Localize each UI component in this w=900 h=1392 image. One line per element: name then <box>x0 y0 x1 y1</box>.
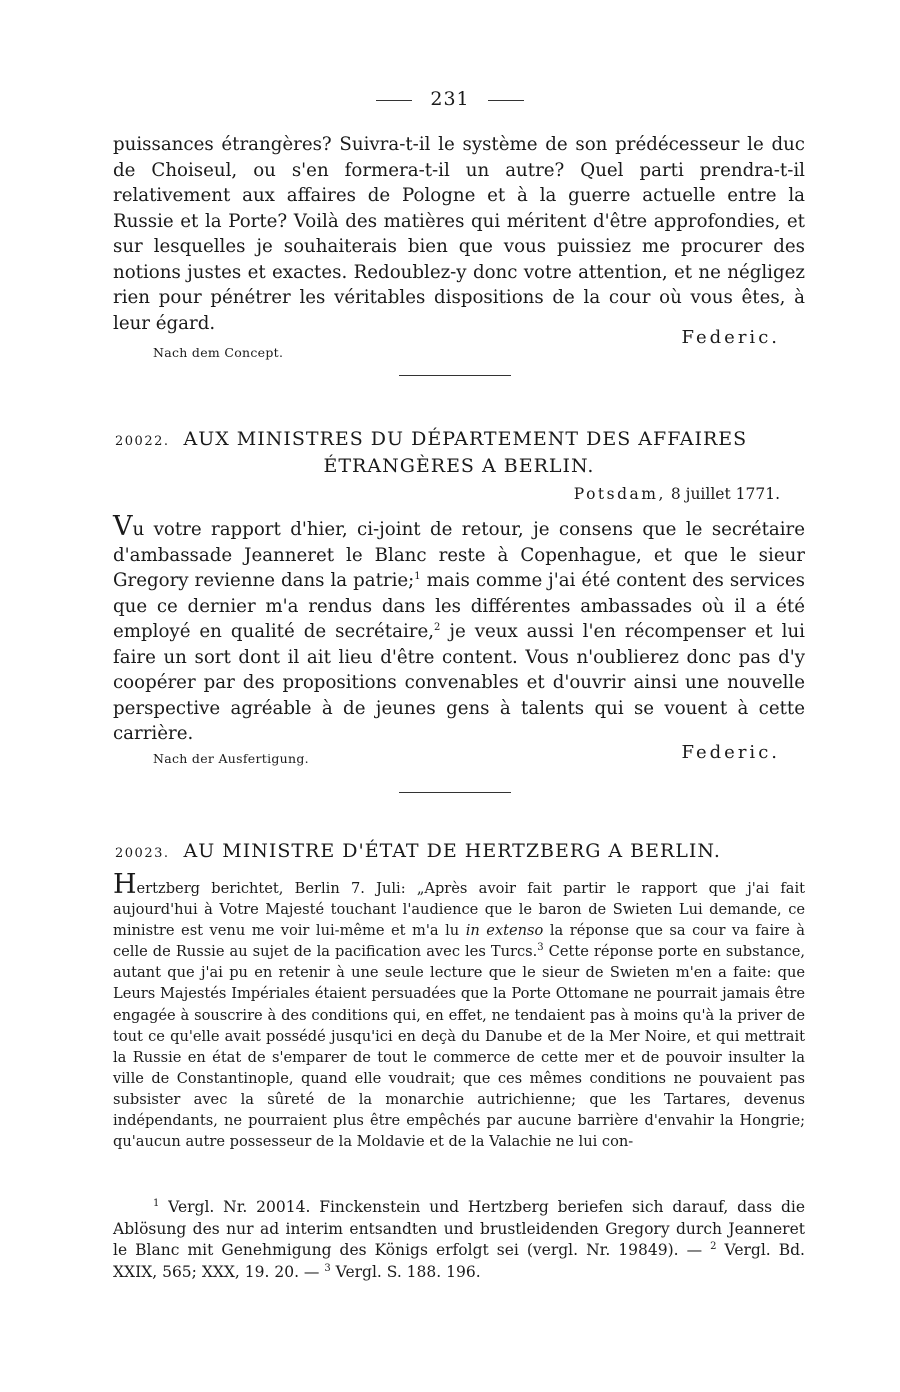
doc-20023-text-c: Cette réponse porte en substance, autant que j'ai pu en retenir à une seule lecture que le sieur de Swieten m'en a faite: que Leurs Majestés Impériales étaient persuadées que la Porte Ottomane ne pourrait jamais être engagée à souscrire à des conditions qui, en effet, ne tendaient pas à moins qu'à la priver de tout ce qu'elle avait possédé jusqu'ici en deçà du Danube et de la Mer Noire, et qui mettrait la Russie en état de s'emparer de tout le commerce de cette mer et de pouvoir insulter la ville de Constantinople, quand elle voudrait; que ces mêmes conditions ne pouvaient pas subsister avec la sûreté de la monarchie autrichienne; que les Tartares, devenus indépendants, ne pourraient plus être empêchés par aucune barrière d'envahir la Hongrie; qu'aucun autre possesseur de la Moldavie et de la Valachie ne lui con- <box>113 943 805 1151</box>
footnote-3-mark: 3 <box>324 1262 331 1274</box>
page-header <box>0 88 900 110</box>
doc-20022-signature: Federic. <box>681 742 780 763</box>
doc-20022-number: 20022. <box>115 434 170 449</box>
doc-20022-title <box>113 427 805 479</box>
doc-20022-text-b: mais comme j'ai été content des services que ce dernier m'a rendus dans les différentes ambassades où il a été employé en qualité de secrétaire, <box>113 570 805 642</box>
doc-20023-text-a: ertzberg berichtet, Berlin 7. Juli: „Après avoir fait partir le rapport que j'ai fait aujourd'hui à Votre Majesté touchant l'audience que le baron de Swieten Lui demande, ce ministre est venu me voir lui-même et m'a lu <box>113 880 805 940</box>
section-divider <box>399 375 511 376</box>
doc-20022-body <box>113 513 805 747</box>
footnote-2-text: Vergl. Bd. XXIX, 565; XXX, 19. 20. — <box>113 1241 805 1281</box>
footnote-ref-2: 2 <box>434 621 441 633</box>
doc-20022-source-note: Nach der Ausfertigung. <box>153 751 309 766</box>
continuation-signature: Federic. <box>681 327 780 348</box>
page-number: 231 <box>430 88 470 110</box>
doc-20023-dropcap: H <box>113 869 137 900</box>
footnote-ref-1: 1 <box>414 570 421 582</box>
doc-20023-body <box>113 871 805 1152</box>
doc-20022-dropcap: V <box>113 511 133 542</box>
doc-20023-title <box>113 839 807 866</box>
doc-20022-title-line1: AUX MINISTRES DU DÉPARTEMENT DES AFFAIRES <box>183 428 748 450</box>
footnote-3-text: Vergl. S. 188. 196. <box>330 1262 481 1281</box>
footnotes <box>113 1197 805 1283</box>
continuation-source-note: Nach dem Concept. <box>153 345 284 360</box>
doc-20022-place: Potsdam, <box>573 485 666 503</box>
doc-20022-dateline <box>574 485 780 503</box>
footnote-2-mark: 2 <box>710 1240 717 1252</box>
header-rule-left <box>376 100 412 101</box>
footnote-1-text: Vergl. Nr. 20014. Finckenstein und Hertzberg beriefen sich darauf, dass die Ablösung des nur ad interim entsandten und brustleidenden Gregory durch Jeanneret le Blanc mit Genehmigung des Königs erfolgt sei (vergl. Nr. 19849). — <box>113 1198 805 1259</box>
doc-20023-title-text: AU MINISTRE D'ÉTAT DE HERTZBERG A BERLIN. <box>183 840 721 862</box>
section-divider <box>399 792 511 793</box>
footnote-1-mark: 1 <box>153 1197 160 1209</box>
doc-20022-title-line2: ÉTRANGÈRES A BERLIN. <box>323 455 595 477</box>
doc-20022-text-c: je veux aussi l'en récompenser et lui faire un sort dont il ait lieu d'être content. Vous n'oublierez donc pas d'y coopérer par des propositions convenables et d'ouvrir ainsi une nouvelle perspective agréable à de jeunes gens à talents qui se vouent à cette carrière. <box>113 621 805 744</box>
doc-20022-text-a: u votre rapport d'hier, ci-joint de retour, je consens que le secrétaire d'ambassade Jeanneret le Blanc reste à Copenhague, et que le sieur Gregory revienne dans la patrie; <box>113 519 805 591</box>
footnote-ref-3: 3 <box>537 942 544 954</box>
header-rule-right <box>488 100 524 101</box>
doc-20023-text-b: la réponse que sa cour va faire à celle de Russie au sujet de la pacification avec les Turcs. <box>113 922 805 961</box>
doc-20023-number: 20023. <box>115 846 170 861</box>
doc-20022-date: 8 juillet 1771. <box>670 485 780 503</box>
continuation-paragraph: puissances étrangères? Suivra-t-il le système de son prédécesseur le duc de Choiseul, ou s'en formera-t-il un autre? Quel parti prendra-t-il relativement aux affaires de Pologne et à la guerre actuelle entre la Russie et la Porte? Voilà des matières qui méritent d'être approfondies, et sur lesquelles je souhaiterais bien que vous puissiez me procurer des notions justes et exactes. Redoublez-y donc votre attention, et ne négligez rien pour pénétrer les véritables dispositions de la cour où vous êtes, à leur égard. <box>113 134 805 334</box>
doc-20023-italic: in extenso <box>465 922 544 940</box>
